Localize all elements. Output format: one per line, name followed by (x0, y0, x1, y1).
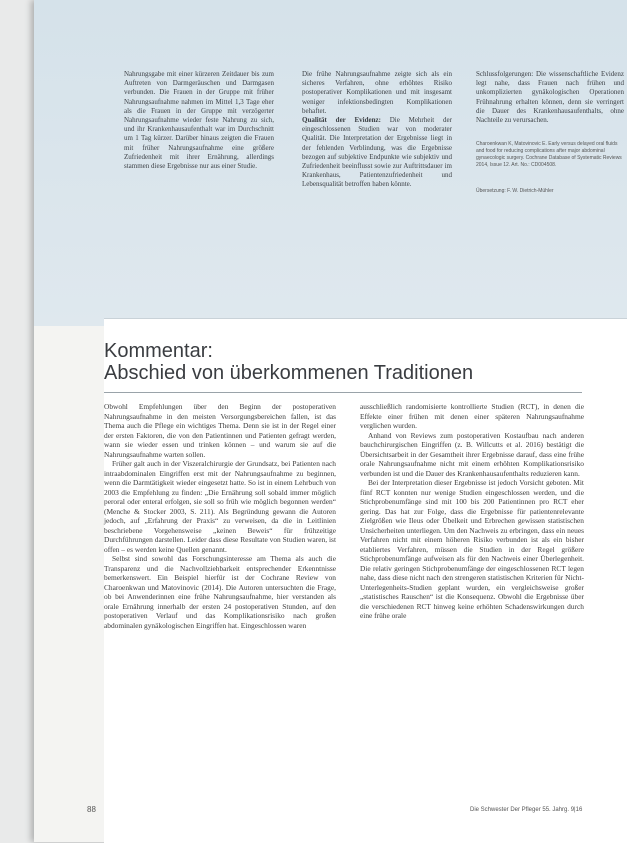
paragraph: Früher galt auch in der Viszeralchirurgie der Grundsatz, bei Patienten nach intraabdominalen Eingriffen erst mit der Nahrungsaufnahme zu beginnen, wenn die Darmtätigkeit wieder eingesetzt hatte. So ist in einem Lehrbuch von 2003 die Empfehlung zu finden: „Die Ernährung soll sobald immer möglich peroral oder enteral erfolgen, sie soll so früh wie möglich begonnen werden“ (Menche & Stocker 2003, S. 211). Als Begründung gewann die Autoren jedoch, auf „Erfahrung der Praxis“ zu verweisen, da die in Leitlinien beschriebene Vorgehensweise „keinen Beweis“ für frühzeitige Durchführungen darstellen. Leider dass diese Resultate von Studien waren, ist offen – es werden keine Quellen genannt. (104, 459, 336, 554)
translation-credit: Übersetzung: F. W. Dietrich-Mühler (476, 188, 554, 195)
summary-text: Nahrungsgabe mit einer kürzeren Zeitdauer bis zum Auftreten von Darmgeräuschen und Darmgasen verbunden. Die Frauen in der Gruppe mit früher Nahrungsaufnahme nahmen im Mittel 1,3 Tage eher als die Frauen in der Gruppe mit verzögerter Nahrungsaufnahme wieder feste Nahrung zu sich, und ihr Krankenhausaufenthalt war im Durchschnitt um 1 Tag kürzer. Darüber hinaus zeigten die Frauen mit früher Nahrungsaufnahme eine größere Zufriedenheit mit ihrer Ernährung, allerdings stammen diese Ergebnisse nur aus einer Studie. (124, 70, 274, 171)
summary-column-3 (476, 70, 624, 196)
conclusion-text: Schlussfolgerungen: Die wissenschaftliche Evidenz legt nahe, dass Frauen nach frühen und unkomplizierten gynäkologischen Operationen Frühnahrung erhalten können, denn sie verringert die Dauer des Krankenhausaufenthalts, ohne Nachteile zu verursachen. (476, 70, 624, 125)
headline-divider (104, 392, 582, 393)
paragraph: Obwohl Empfehlungen über den Beginn der postoperativen Nahrungsaufnahme in den meisten Versorgungsbereichen fallen, ist das Thema auch die Pflege ein wichtiges Thema. Denn sie ist in der Regel einer der ersten Faktoren, die von den Patientinnen und Patienten gefragt werden, wann sie wieder essen und trinken können – und warum sie auf die Nahrungsaufnahme warten sollen. (104, 402, 336, 459)
summary-column-2 (302, 70, 452, 190)
comment-column-right (360, 402, 584, 621)
page-number: 88 (87, 805, 96, 814)
paragraph: Anhand von Reviews zum postoperativen Kostaufbau nach anderen bauchchirurgischen Eingriffen (z. B. Willcutts et al. 2016) bestätigt die Übersichtsarbeit in der Gesamtheit ihrer Ergebnisse darauf, dass eine frühe orale Nahrungsaufnahme nicht mit einem erhöhten Komplikationsrisiko verbunden ist und die Dauer des Krankenhausaufenthalts reduzieren kann. (360, 430, 584, 478)
summary-text: Die frühe Nahrungsaufnahme zeigte sich als ein sicheres Verfahren, ohne erhöhtes Risiko postoperativer Komplikationen und mit insgesamt weniger infektionsbedingten Komplikationen behaftet. (302, 70, 452, 115)
headline-line-1: Kommentar: (104, 340, 213, 362)
reference: Charoenkwan K, Matovinovic E. Early versus delayed oral fluids and food for reducing complications after major abdominal gynaecologic surgery. Cochrane Database of Systematic Reviews 2014, Issue 12. Art. No.: CD004508. (476, 141, 622, 169)
paragraph: Bei der Interpretation dieser Ergebnisse ist jedoch Vorsicht geboten. Mit fünf RCT konnten nur wenige Studien eingeschlossen werden, und die Stichprobenumfänge sind mit 100 bis 200 Patientinnen pro RCT eher gering. Das hat zur Folge, dass die Ergebnisse für patientenrelevante Zielgrößen wie Ileus oder Übelkeit und Erbrechen gewissen statistischen Unsicherheiten unterliegen. Um den Nachweis zu erbringen, dass ein neues Verfahren nicht mit einem höheren Risiko verbunden ist als ein bisher etabliertes Verfahren, müssen die Studien in der Regel größere Stichprobenumfänge aufweisen als für den Nachweis einer Überlegenheit. Die relativ geringen Stichprobenumfänge der eingeschlossenen RCT legen nahe, dass diese nicht nach den strengeren statistischen Kriterien für Nicht-Unterlegenheits-Studien geplant wurden, ein vergleichsweise großer „statistisches Rauschen“ ist die Konsequenz. Obwohl die Ergebnisse über die verschiedenen RCT hinweg keine erhöhten Schadenswirkungen durch eine frühe orale (360, 478, 584, 620)
journal-footer: Die Schwester Der Pfleger 55. Jahrg. 9|16 (470, 807, 583, 813)
paragraph: Selbst sind sowohl das Forschungsinteresse am Thema als auch die Transparenz und die Nachvollziehbarkeit entsprechender Erkenntnisse bemerkenswert. Ein Beispiel hierfür ist der Cochrane Review von Charoenkwan und Matovinovic (2014). Die Autoren untersuchten die Frage, ob bei Anwenderinnen eine frühe Nahrungsaufnahme, hier verstanden als orale Ernährung innerhalb der ersten 24 postoperativen Stunden, auf den postoperativen Verlauf und das Komplikationsrisiko nach großen abdominalen gynäkologischen Eingriffen hat. Eingeschlossen waren (104, 554, 336, 630)
paragraph: ausschließlich randomisierte kontrollierte Studien (RCT), in denen die Effekte einer frühen mit denen einer späteren Nahrungsaufnahme verglichen wurden. (360, 402, 584, 430)
summary-panel (34, 0, 627, 326)
evidence-quality-text: Die Mehrheit der eingeschlossenen Studien war von moderater Qualität. Die Interpretation der Ergebnisse liegt in der fehlenden Verblindung, was die Ergebnisse bezogen auf subjektive Endpunkte wie subjektiv und Zufriedenheit beeinflusst sowie zur Auftrittsdauer im Krankenhaus, Patientenzufriedenheit und Lebensqualität betroffen haben könnte. (302, 116, 452, 189)
comment-headline (104, 340, 584, 384)
evidence-quality-lead: Qualität der Evidenz: (302, 116, 381, 125)
headline-line-2: Abschied von überkommenen Traditionen (104, 362, 474, 384)
comment-column-left (104, 402, 336, 630)
summary-column-1 (124, 70, 274, 171)
